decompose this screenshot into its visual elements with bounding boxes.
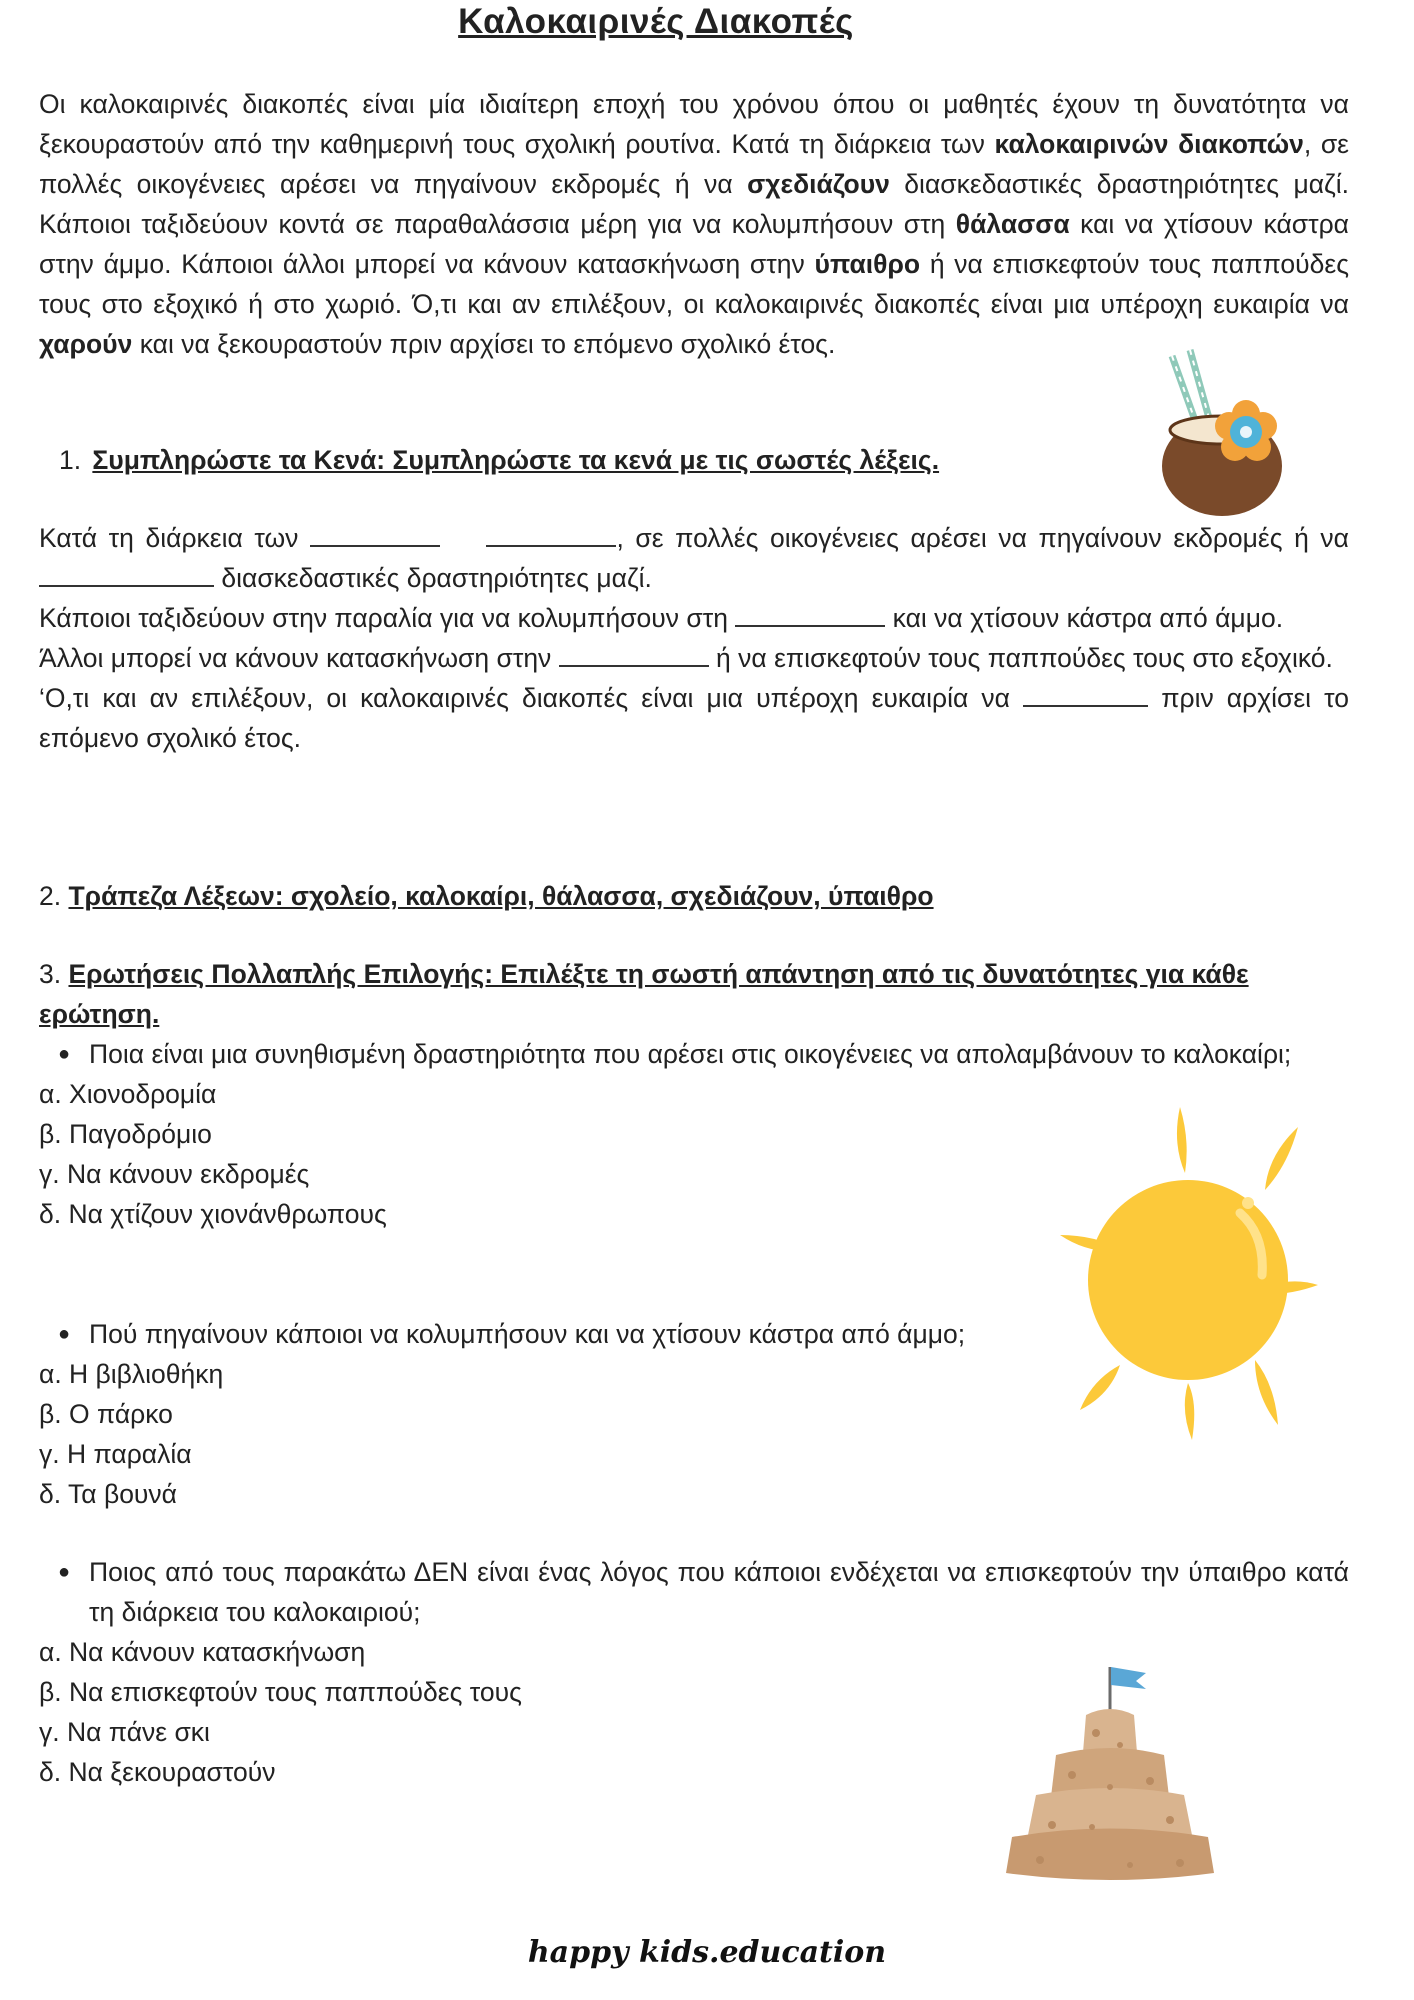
intro-keyword: σχεδιάζουν: [747, 169, 890, 199]
question-text: Πού πηγαίνουν κάποιοι να κολυμπήσουν και να χτίσουν κάστρα από άμμο;: [89, 1319, 966, 1349]
sentence-text: πριν αρχίσει το επόμενο σχολικό έτος.: [39, 683, 1350, 753]
section-number: 2.: [39, 881, 62, 911]
sentence-text: ή να επισκεφτούν τους παππούδες τους στο εξοχικό.: [708, 643, 1333, 673]
question-text: Ποια είναι μια συνηθισμένη δραστηριότητα που αρέσει στις οικογένειες να απολαμβάνουν το καλοκαίρι;: [89, 1039, 1292, 1069]
page-title: Καλοκαιρινές Διακοπές: [458, 2, 854, 41]
section-fill-blanks-heading: [59, 440, 1059, 480]
answer-option[interactable]: γ. Να πάνε σκι: [39, 1717, 210, 1747]
intro-text: και να ξεκουραστούν πριν αρχίσει το επόμενο σχολικό έτος.: [132, 329, 836, 359]
sentence-text: , σε πολλές οικογένειες αρέσει να πηγαίνουν εκδρομές ή να: [616, 523, 1349, 553]
footer-brand: happy kids.education: [527, 1935, 887, 1970]
answer-option[interactable]: δ. Τα βουνά: [39, 1479, 177, 1509]
intro-keyword: ύπαιθρο: [814, 249, 921, 279]
answer-option[interactable]: β. Ο πάρκο: [39, 1399, 173, 1429]
answer-option[interactable]: α. Χιονοδρομία: [39, 1079, 217, 1109]
blank-field[interactable]: [559, 639, 709, 667]
answer-option[interactable]: γ. Να κάνουν εκδρομές: [39, 1159, 310, 1189]
intro-text: , σε πολλές οικογένειες αρέσει να πηγαίνουν εκδρομές ή να: [39, 129, 1349, 199]
fill-sentence-3: [39, 638, 1349, 678]
fill-sentence-1: [39, 518, 1349, 598]
coconut-drink-icon: [1150, 348, 1290, 528]
answer-option[interactable]: γ. Η παραλία: [39, 1439, 192, 1469]
blank-field[interactable]: [310, 519, 440, 547]
section-word-bank: [39, 876, 934, 916]
intro-text: ή να επισκεφτούν τους παππούδες τους στο εξοχικό ή στο χωριό. Ό,τι και αν επιλέξουν, οι καλοκαιρινές διακοπές είναι μια υπέροχη ευκαιρία να: [39, 249, 1349, 319]
section-number: 3.: [39, 959, 62, 989]
intro-keyword: καλοκαιρινών διακοπών: [994, 129, 1304, 159]
bullet-icon: ●: [57, 1323, 71, 1345]
answer-option[interactable]: α. Η βιβλιοθήκη: [39, 1359, 224, 1389]
sentence-text: Άλλοι μπορεί να κάνουν κατασκήνωση στην: [39, 643, 559, 673]
answer-option[interactable]: δ. Να χτίζουν χιονάνθρωπους: [39, 1199, 387, 1229]
sentence-text: Κατά τη διάρκεια των: [39, 523, 311, 553]
question-text: Ποιος από τους παρακάτω ΔΕΝ είναι ένας λόγος που κάποιοι ενδέχεται να επισκεφτούν την ύπαιθρο κατά τη διάρκεια του καλοκαιριού;: [89, 1557, 1349, 1627]
fill-in-sentences: [39, 518, 1349, 758]
multiple-choice-heading: [39, 954, 1349, 1034]
intro-keyword: θάλασσα: [955, 209, 1070, 239]
blank-field[interactable]: [735, 599, 885, 627]
answer-option[interactable]: β. Παγοδρόμιο: [39, 1119, 212, 1149]
word-bank-heading: Τράπεζα Λέξεων: σχολείο, καλοκαίρι, θάλασσα, σχεδιάζουν, ύπαιθρο: [68, 881, 934, 911]
intro-paragraph: [39, 84, 1349, 364]
intro-text: διασκεδαστικές δραστηριότητες μαζί. Κάποιοι ταξιδεύουν κοντά σε παραθαλάσσια μέρη για να κολυμπήσουν στη: [39, 169, 1349, 239]
bullet-icon: ●: [57, 1043, 71, 1065]
intro-text: και να χτίσουν κάστρα στην άμμο. Κάποιοι άλλοι μπορεί να κάνουν κατασκήνωση στην: [39, 209, 1349, 279]
sentence-text: και να χτίσουν κάστρα από άμμο.: [885, 603, 1284, 633]
blank-field[interactable]: [486, 519, 616, 547]
sentence-text: διασκεδαστικές δραστηριότητες μαζί.: [214, 563, 652, 593]
sentence-text: ‘Ο,τι και αν επιλέξουν, οι καλοκαιρινές διακοπές είναι μια υπέροχη ευκαιρία να: [39, 683, 1024, 713]
intro-keyword: χαρούν: [39, 329, 133, 359]
sentence-text: Κάποιοι ταξιδεύουν στην παραλία για να κολυμπήσουν στη: [39, 603, 736, 633]
section-heading: Συμπληρώστε τα Κενά: Συμπληρώστε τα κενά με τις σωστές λέξεις.: [92, 445, 940, 475]
sandcastle-icon: [1000, 1655, 1220, 1885]
blank-field[interactable]: [1023, 679, 1148, 707]
intro-text: Οι καλοκαιρινές διακοπές είναι μία ιδιαίτερη εποχή του χρόνου όπου οι μαθητές έχουν τη δυνατότητα να ξεκουραστούν από την καθημερινή τους σχολική ρουτίνα. Κατά τη διάρκεια των: [39, 89, 1349, 159]
answer-option[interactable]: δ. Να ξεκουραστούν: [39, 1757, 276, 1787]
answer-option[interactable]: β. Να επισκεφτούν τους παππούδες τους: [39, 1677, 522, 1707]
sun-icon: [1040, 1085, 1330, 1455]
section-multiple-choice: [39, 954, 1349, 1034]
fill-sentence-2: [39, 598, 1349, 638]
answer-option[interactable]: α. Να κάνουν κατασκήνωση: [39, 1637, 366, 1667]
bullet-icon: ●: [57, 1561, 71, 1583]
section-number: 1.: [59, 445, 82, 475]
section-heading: Ερωτήσεις Πολλαπλής Επιλογής: Επιλέξτε τη σωστή απάντηση από τις δυνατότητες για κάθε ερώτηση.: [39, 959, 1249, 1029]
fill-sentence-4: [39, 678, 1349, 758]
blank-field[interactable]: [39, 559, 214, 587]
